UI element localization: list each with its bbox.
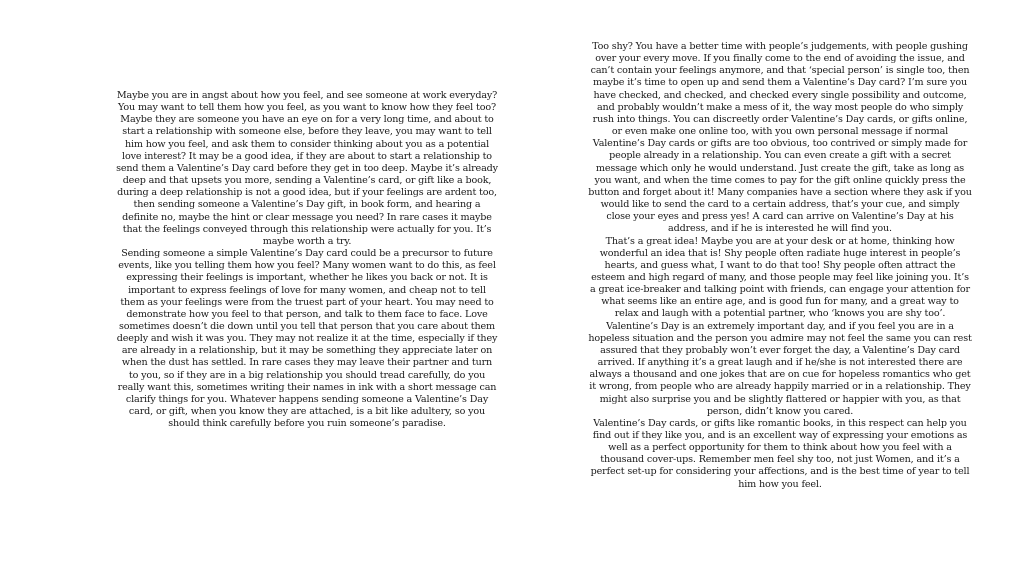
- left-text-column: [116, 90, 498, 430]
- paragraph: That’s a great idea! Maybe you are at your desk or at home, thinking how wonderful an idea that is! Shy people often radiate huge interest in people’s hearts, and guess what, I want to do that too! Shy people often attract the esteem and high regard of many, and those people may feel like joining you. It’s a great ice-breaker and talking point with friends, can engage your attention for what seems like an entire age, and is good fun for many, and a great way to relax and laugh with a potential partner, who ‘knows you are shy too’.: [590, 235, 970, 320]
- paragraph: Valentine’s Day cards, or gifts like romantic books, in this respect can help you find out if they like you, and is an excellent way of expressing your emotions as well as a perfect opportunity for them to think about how you feel with a thousand cover-ups. Remember men feel shy too, not just Women, and it’s a perfect set-up for considering your affections, and is the best time of year to tell him how you feel.: [590, 417, 970, 490]
- paragraph: Sending someone a simple Valentine’s Day card could be a precursor to future events, like you telling them how you feel? Many women want to do this, as feel expressing their feelings is important, whether he likes you back or not. It is important to express feelings of love for many women, and cheap not to tell them as your feelings were from the truest part of your heart. You may need to demonstrate how you feel to that person, and talk to them face to face. Love sometimes doesn’t die down until you tell that person that you care about them deeply and wish it was you. They may not realize it at the time, especially if they are already in a relationship, but it may be something they appreciate later on when the dust has settled. In rare cases they may leave their partner and turn to you, so if they are in a big relationship you should tread carefully, do you really want this, sometimes writing their names in ink with a short message can clarify things for you. Whatever happens sending someone a Valentine’s Day card, or gift, when you know they are attached, is a bit like adultery, so you should think carefully before you ruin someone’s paradise.: [116, 248, 498, 430]
- paragraph: Valentine’s Day is an extremely important day, and if you feel you are in a hopeless situation and the person you admire may not feel the same you can rest assured that they probably won’t ever forget the day, a Valentine’s Day card arrived. If anything it’s a great laugh and if he/she is not interested there are always a thousand and one jokes that are on cue for hopeless romantics who get it wrong, from people who are already happily married or in a relationship. They might also surprise you and be slightly flattered or happier with you, as that person, didn’t know you cared.: [588, 320, 972, 417]
- paragraph: Maybe you are in angst about how you feel, and see someone at work everyday? You may want to tell them how you feel, as you want to know how they feel too? Maybe they are someone you have an eye on for a very long time, and about to start a relationship with someone else, before they leave, you may want to tell him how you feel, and ask them to consider thinking about you as a potential love interest? It may be a good idea, if they are about to start a relationship to send them a Valentine’s Day card before they get in too deep. Maybe it’s already deep and that upsets you more, sending a Valentine’s card, or gift like a book, during a deep relationship is not a good idea, but if your feelings are ardent too, then sending someone a Valentine’s Day gift, in book form, and hearing a definite no, maybe the hint or clear message you need? In rare cases it maybe that the feelings conveyed through this relationship were actually for you. It’s maybe worth a try.: [116, 90, 498, 247]
- right-text-column: [588, 41, 972, 491]
- paragraph: Too shy? You have a better time with people’s judgements, with people gushing over your every move. If you finally come to the end of avoiding the issue, and can’t contain your feelings anymore, and that ‘special person’ is single too, then maybe it’s time to open up and send them a Valentine’s Day card? I’m sure you have checked, and checked, and checked every single possibility and outcome, and probably wouldn’t make a mess of it, the way most people do who simply rush into things. You can discreetly order Valentine’s Day cards, or gifts online, or even make one online too, with you own personal message if normal Valentine’s Day cards or gifts are too obvious, too contrived or simply made for people already in a relationship. You can even create a gift with a secret message which only he would understand. Just create the gift, take as long as you want, and when the time comes to pay for the gift online quickly press the button and forget about it! Many companies have a section where they ask if you would like to send the card to a certain address, that’s your cue, and simply close your eyes and press yes! A card can arrive on Valentine’s Day at his address, and if he is interested he will find you.: [588, 41, 972, 235]
